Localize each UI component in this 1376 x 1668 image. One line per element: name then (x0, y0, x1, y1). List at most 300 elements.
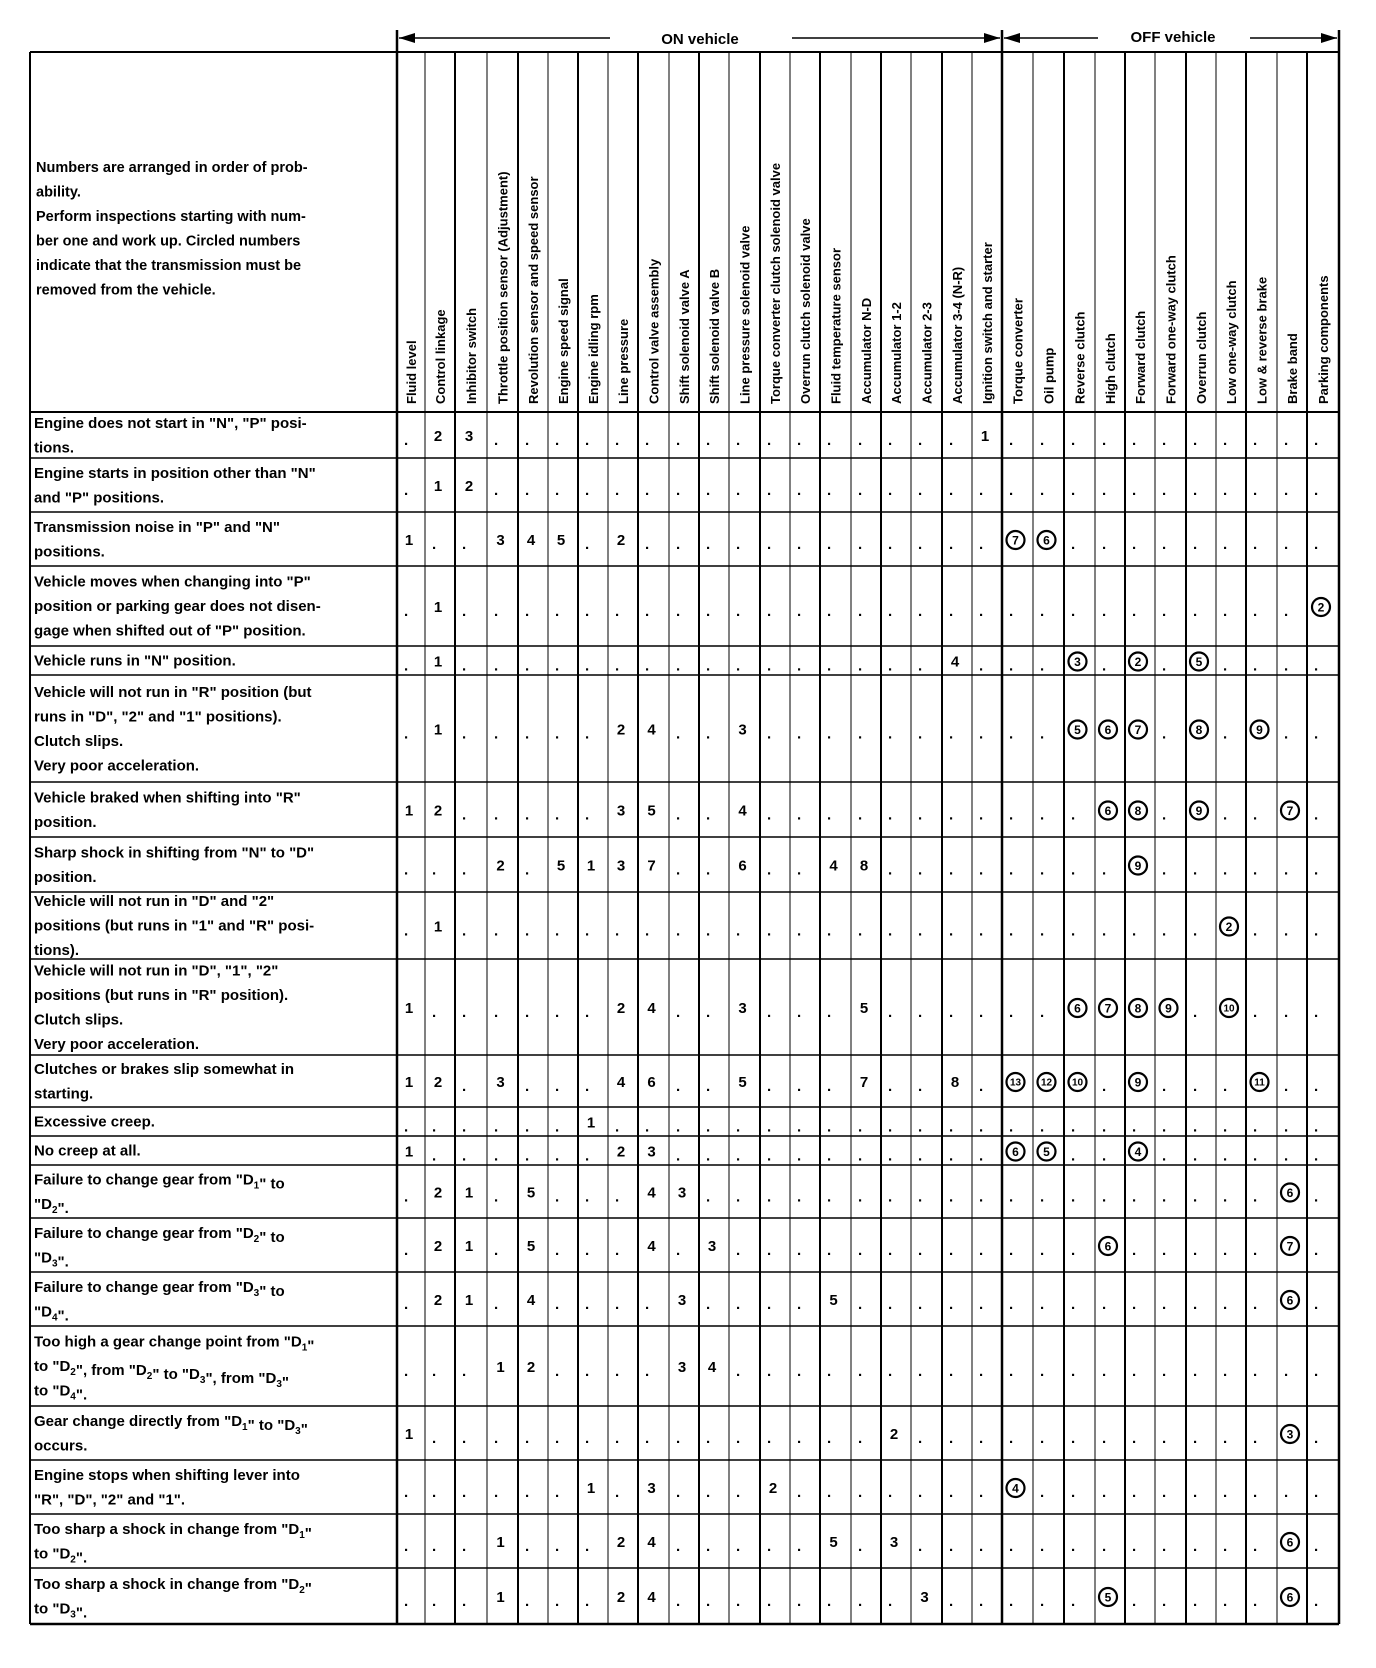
cell-empty: . (736, 1363, 741, 1380)
cell-empty: . (462, 1118, 467, 1136)
cell-circled (1281, 802, 1299, 820)
cell-empty: . (1253, 657, 1258, 675)
cell-empty: . (1132, 536, 1137, 553)
cell-circled (1312, 598, 1330, 616)
cell-empty: . (1314, 657, 1319, 675)
cell-circled (1069, 653, 1087, 671)
cell-empty: . (827, 1363, 832, 1380)
cell-value: 5 (556, 857, 566, 875)
cell-empty: . (736, 1593, 741, 1610)
cell-value: 7 (1286, 1239, 1294, 1254)
cell-empty: . (585, 482, 590, 499)
cell-empty: . (888, 1147, 893, 1165)
cell-empty: . (888, 725, 893, 743)
cell-empty: . (1102, 861, 1107, 879)
cell-empty: . (1162, 657, 1167, 675)
cell-empty: . (1314, 1363, 1319, 1380)
cell-value: 9 (1134, 859, 1142, 873)
cell-empty: . (1009, 1593, 1014, 1610)
cell-empty: . (858, 1188, 863, 1206)
column-header: Revolution sensor and speed sensor (526, 176, 541, 404)
cell-empty: . (1102, 482, 1107, 499)
cell-empty: . (462, 922, 467, 940)
cell-empty: . (797, 806, 802, 824)
cell-empty: . (555, 432, 560, 449)
cell-empty: . (797, 657, 802, 675)
column-header: Forward one-way clutch (1163, 255, 1179, 404)
cell-empty: . (645, 603, 650, 620)
cell-empty: . (1253, 432, 1258, 449)
cell-circled (1007, 1143, 1025, 1161)
intro-note (36, 160, 308, 299)
cell-empty: . (615, 482, 620, 499)
cell-value: 5 (556, 532, 566, 549)
cell-value: 1 (433, 599, 443, 616)
row-label: Vehicle moves when changing into "P" position or parking gear does not disen-gage when shifted out of "P" position. (34, 573, 321, 640)
cell-empty: . (858, 432, 863, 449)
cell-empty: . (979, 1296, 984, 1313)
cell-empty: . (949, 1004, 954, 1021)
cell-empty: . (979, 725, 984, 743)
cell-empty: . (1009, 806, 1014, 824)
cell-empty: . (1314, 1147, 1319, 1165)
cell-empty: . (706, 1593, 711, 1610)
cell-value: 1 (404, 1143, 414, 1161)
cell-empty: . (494, 1296, 499, 1313)
cell-empty: . (1253, 861, 1258, 879)
cell-empty: . (615, 657, 620, 675)
cell-empty: . (1162, 1484, 1167, 1501)
cell-empty: . (494, 922, 499, 940)
column-header: Inhibitor switch (464, 307, 479, 404)
cell-empty: . (1040, 1430, 1045, 1447)
cell-value: 2 (496, 857, 505, 875)
cell-empty: . (1132, 1296, 1137, 1313)
cell-empty: . (1314, 1004, 1319, 1021)
cell-empty: . (858, 1118, 863, 1136)
column-header: Reverse clutch (1072, 311, 1088, 404)
column-header: Low one-way clutch (1224, 280, 1239, 404)
cell-circled (1281, 1425, 1299, 1443)
cell-empty: . (918, 1188, 923, 1206)
cell-circled (1099, 802, 1117, 820)
cell-empty: . (462, 1484, 467, 1501)
cell-value: 4 (526, 1292, 536, 1309)
cell-empty: . (585, 806, 590, 824)
cell-empty: . (462, 1004, 467, 1021)
cell-empty: . (1284, 861, 1289, 879)
cell-circled (1129, 999, 1147, 1017)
cell-empty: . (888, 482, 893, 499)
cell-empty: . (555, 1188, 560, 1206)
cell-empty: . (525, 603, 530, 620)
cell-empty: . (979, 1118, 984, 1136)
cell-empty: . (1223, 725, 1228, 743)
cell-empty: . (1253, 1188, 1258, 1206)
cell-empty: . (918, 1118, 923, 1136)
cell-empty: . (888, 1484, 893, 1501)
cell-empty: . (1193, 1430, 1198, 1447)
cell-empty: . (949, 1242, 954, 1259)
cell-empty: . (736, 432, 741, 449)
cell-empty: . (676, 806, 681, 824)
cell-empty: . (676, 657, 681, 675)
column-header: Shift solenoid valve A (677, 269, 692, 404)
cell-empty: . (1314, 432, 1319, 449)
cell-empty: . (432, 1147, 437, 1165)
cell-circled (1220, 999, 1238, 1017)
cell-empty: . (1162, 603, 1167, 620)
cell-circled (1190, 721, 1208, 739)
cell-empty: . (1102, 432, 1107, 449)
cell-empty: . (585, 1296, 590, 1313)
cell-empty: . (767, 657, 772, 675)
cell-empty: . (797, 1538, 802, 1555)
cell-circled (1190, 653, 1208, 671)
cell-value: 1 (586, 1114, 596, 1132)
intro-line: ber one and work up. Circled numbers (36, 233, 301, 250)
cell-empty: . (1132, 1484, 1137, 1501)
cell-empty: . (979, 482, 984, 499)
cell-empty: . (1132, 482, 1137, 499)
cell-value: 4 (707, 1359, 717, 1376)
cell-empty: . (767, 603, 772, 620)
cell-empty: . (706, 482, 711, 499)
cell-empty: . (1193, 603, 1198, 620)
cell-value: 4 (647, 721, 656, 739)
cell-empty: . (676, 725, 681, 743)
cell-empty: . (736, 482, 741, 499)
cell-empty: . (888, 432, 893, 449)
cell-empty: . (1193, 432, 1198, 449)
cell-value: 9 (1256, 723, 1263, 737)
cell-empty: . (918, 536, 923, 553)
cell-empty: . (1040, 1242, 1045, 1259)
cell-empty: . (1284, 432, 1289, 449)
cell-empty: . (1193, 861, 1198, 879)
cell-empty: . (888, 1004, 893, 1021)
row-labels (34, 415, 321, 1622)
cell-empty: . (525, 1078, 530, 1095)
cell-value: 4 (647, 1238, 656, 1255)
cell-empty: . (1132, 1593, 1137, 1610)
cell-empty: . (432, 861, 437, 879)
cell-empty: . (888, 861, 893, 879)
cell-empty: . (404, 1484, 409, 1501)
cell-value: 3 (647, 1143, 656, 1161)
cell-empty: . (1193, 482, 1198, 499)
cell-empty: . (462, 657, 467, 675)
column-header: Forward clutch (1133, 310, 1148, 404)
cell-empty: . (1193, 1242, 1198, 1259)
cell-empty: . (1102, 922, 1107, 940)
cell-empty: . (1314, 1296, 1319, 1313)
cell-empty: . (404, 432, 409, 449)
cell-empty: . (1162, 1188, 1167, 1206)
cell-value: 3 (1074, 655, 1081, 669)
cell-value: 1 (586, 857, 596, 875)
cell-empty: . (979, 1004, 984, 1021)
cell-value: 11 (1254, 1077, 1265, 1089)
cell-value: 2 (433, 1074, 443, 1091)
cell-empty: . (767, 1188, 772, 1206)
cell-empty: . (645, 432, 650, 449)
cell-value: 5 (526, 1238, 536, 1255)
cell-value: 2 (526, 1359, 536, 1376)
cell-empty: . (1223, 536, 1228, 553)
cell-empty: . (949, 1147, 954, 1165)
cell-empty: . (1102, 1538, 1107, 1555)
cell-empty: . (1253, 1538, 1258, 1555)
cell-empty: . (1071, 1363, 1076, 1380)
cell-empty: . (1193, 1363, 1198, 1380)
cell-empty: . (1009, 1242, 1014, 1259)
cell-empty: . (1040, 1004, 1045, 1021)
cell-empty: . (1284, 1078, 1289, 1095)
cell-empty: . (1040, 1363, 1045, 1380)
cell-empty: . (494, 806, 499, 824)
column-header: Brake band (1285, 333, 1300, 404)
cell-empty: . (585, 1147, 590, 1165)
cell-circled (1007, 531, 1025, 549)
cell-value: 9 (1195, 804, 1203, 818)
cell-empty: . (585, 1242, 590, 1259)
cell-empty: . (525, 922, 530, 940)
cell-empty: . (404, 1242, 409, 1259)
cell-empty: . (1102, 1296, 1107, 1313)
cell-empty: . (827, 536, 832, 553)
cell-empty: . (979, 861, 984, 879)
cell-empty: . (1132, 1538, 1137, 1555)
cell-empty: . (888, 1118, 893, 1136)
cell-value: 1 (496, 1534, 505, 1551)
cell-circled (1069, 721, 1087, 739)
cell-empty: . (1314, 482, 1319, 499)
cell-empty: . (706, 432, 711, 449)
cell-value: 8 (859, 857, 869, 875)
cell-value: 3 (738, 1000, 747, 1017)
cell-empty: . (1253, 922, 1258, 940)
cell-empty: . (1162, 1593, 1167, 1610)
cell-empty: . (1040, 1118, 1045, 1136)
cell-circled (1160, 999, 1178, 1017)
row-label: No creep at all. (34, 1142, 141, 1160)
cell-empty: . (1009, 1296, 1014, 1313)
cell-empty: . (1040, 1484, 1045, 1501)
cell-value: 1 (586, 1480, 596, 1497)
cell-empty: . (555, 1296, 560, 1313)
cell-empty: . (1071, 1188, 1076, 1206)
cell-empty: . (827, 1242, 832, 1259)
cell-empty: . (736, 1118, 741, 1136)
cell-empty: . (615, 1296, 620, 1313)
cell-empty: . (1314, 1118, 1319, 1136)
column-header: Line pressure solenoid valve (737, 225, 753, 404)
cell-empty: . (1193, 1188, 1198, 1206)
cell-empty: . (827, 1430, 832, 1447)
cell-empty: . (615, 1118, 620, 1136)
cell-empty: . (432, 1484, 437, 1501)
cell-empty: . (767, 806, 772, 824)
cell-empty: . (918, 1296, 923, 1313)
cell-empty: . (1040, 603, 1045, 620)
cell-empty: . (555, 725, 560, 743)
cell-empty: . (1132, 1118, 1137, 1136)
cell-empty: . (706, 1484, 711, 1501)
cell-empty: . (918, 1430, 923, 1447)
cell-value: 2 (433, 1292, 443, 1309)
cell-empty: . (462, 1363, 467, 1380)
cell-value: 1 (496, 1359, 505, 1376)
cell-empty: . (676, 1004, 681, 1021)
cell-value: 4 (738, 802, 747, 820)
cell-empty: . (1162, 1242, 1167, 1259)
column-header: Accumulator 3-4 (N-R) (950, 266, 965, 404)
cell-empty: . (1193, 1538, 1198, 1555)
cell-empty: . (858, 1484, 863, 1501)
cell-circled (1129, 653, 1147, 671)
cell-empty: . (858, 725, 863, 743)
cell-circled (1099, 1588, 1117, 1606)
cell-empty: . (797, 1363, 802, 1380)
column-header: Accumulator N-D (859, 297, 874, 404)
cell-empty: . (494, 432, 499, 449)
column-header: Fluid level (404, 340, 419, 404)
cell-empty: . (1253, 1363, 1258, 1380)
cell-empty: . (858, 482, 863, 499)
cell-value: 3 (889, 1534, 899, 1551)
cell-empty: . (676, 1147, 681, 1165)
cell-empty: . (888, 1593, 893, 1610)
cell-empty: . (525, 1484, 530, 1501)
cell-value: 2 (433, 1184, 443, 1202)
cell-value: 2 (1225, 920, 1233, 934)
cell-circled (1220, 918, 1238, 936)
cell-empty: . (827, 657, 832, 675)
cell-empty: . (1193, 1118, 1198, 1136)
cell-value: 1 (404, 1426, 414, 1443)
cell-empty: . (462, 861, 467, 879)
cell-empty: . (827, 725, 832, 743)
cell-empty: . (979, 806, 984, 824)
cell-empty: . (918, 1004, 923, 1021)
cell-empty: . (1009, 1004, 1014, 1021)
cell-value: 6 (738, 857, 747, 875)
cell-empty: . (1314, 806, 1319, 824)
cell-empty: . (1284, 1147, 1289, 1165)
cell-empty: . (555, 1078, 560, 1095)
cell-value: 5 (1043, 1145, 1050, 1159)
cell-empty: . (555, 1147, 560, 1165)
cell-empty: . (1193, 1296, 1198, 1313)
cell-empty: . (1071, 1430, 1076, 1447)
cell-empty: . (1162, 1118, 1167, 1136)
column-header: Overrun clutch (1194, 311, 1209, 404)
cell-empty: . (525, 1538, 530, 1555)
cell-empty: . (979, 1147, 984, 1165)
cell-empty: . (1253, 1004, 1258, 1021)
cell-empty: . (1223, 806, 1228, 824)
cell-empty: . (462, 1147, 467, 1165)
cell-empty: . (949, 1538, 954, 1555)
cell-empty: . (1009, 725, 1014, 743)
cell-value: 3 (616, 857, 626, 875)
cell-empty: . (676, 432, 681, 449)
cell-circled (1007, 1073, 1025, 1091)
arrow-head-icon (1004, 33, 1020, 43)
cell-empty: . (1284, 1118, 1289, 1136)
cell-value: 1 (980, 428, 990, 445)
cell-empty: . (1223, 1078, 1228, 1095)
cell-empty: . (1223, 1242, 1228, 1259)
cell-empty: . (1040, 861, 1045, 879)
off-vehicle-label: OFF vehicle (1130, 29, 1216, 46)
cell-circled (1069, 999, 1087, 1017)
cell-empty: . (645, 536, 650, 553)
cell-empty: . (736, 1296, 741, 1313)
cell-empty: . (736, 1242, 741, 1259)
cell-empty: . (676, 1484, 681, 1501)
column-header: Engine speed signal (556, 278, 571, 404)
cell-empty: . (858, 806, 863, 824)
cell-empty: . (797, 603, 802, 620)
cell-empty: . (525, 432, 530, 449)
cell-empty: . (797, 1430, 802, 1447)
cell-empty: . (1223, 1593, 1228, 1610)
cell-empty: . (1223, 603, 1228, 620)
cell-empty: . (1132, 603, 1137, 620)
cell-empty: . (1223, 1118, 1228, 1136)
cell-empty: . (827, 1147, 832, 1165)
cell-empty: . (404, 1188, 409, 1206)
cell-empty: . (918, 603, 923, 620)
cell-empty: . (858, 1147, 863, 1165)
cell-empty: . (1253, 1430, 1258, 1447)
cell-value: 9 (1165, 1001, 1172, 1016)
cell-empty: . (918, 725, 923, 743)
on-vehicle-label: ON vehicle (661, 31, 739, 48)
cell-empty: . (767, 725, 772, 743)
cell-circled (1129, 857, 1147, 875)
cell-empty: . (827, 432, 832, 449)
cell-empty: . (949, 536, 954, 553)
column-header: Torque converter (1010, 298, 1026, 404)
cell-empty: . (404, 1296, 409, 1313)
cell-empty: . (1040, 432, 1045, 449)
cell-empty: . (585, 603, 590, 620)
cell-empty: . (676, 1430, 681, 1447)
cell-empty: . (1102, 603, 1107, 620)
cell-circled (1281, 1533, 1299, 1551)
cell-value: 8 (1134, 804, 1142, 818)
cell-empty: . (979, 536, 984, 553)
cell-empty: . (736, 1188, 741, 1206)
cell-empty: . (615, 432, 620, 449)
cell-empty: . (615, 922, 620, 940)
cell-empty: . (1253, 482, 1258, 499)
cell-empty: . (1193, 1484, 1198, 1501)
cell-empty: . (494, 1147, 499, 1165)
arrow-head-icon (1321, 33, 1337, 43)
cell-empty: . (797, 861, 802, 879)
cell-empty: . (1193, 1147, 1198, 1165)
cell-empty: . (918, 1363, 923, 1380)
cell-empty: . (645, 482, 650, 499)
cell-empty: . (797, 922, 802, 940)
cell-empty: . (797, 1147, 802, 1165)
cell-value: 5 (1195, 655, 1203, 669)
intro-line: Numbers are arranged in order of prob- (36, 160, 308, 176)
